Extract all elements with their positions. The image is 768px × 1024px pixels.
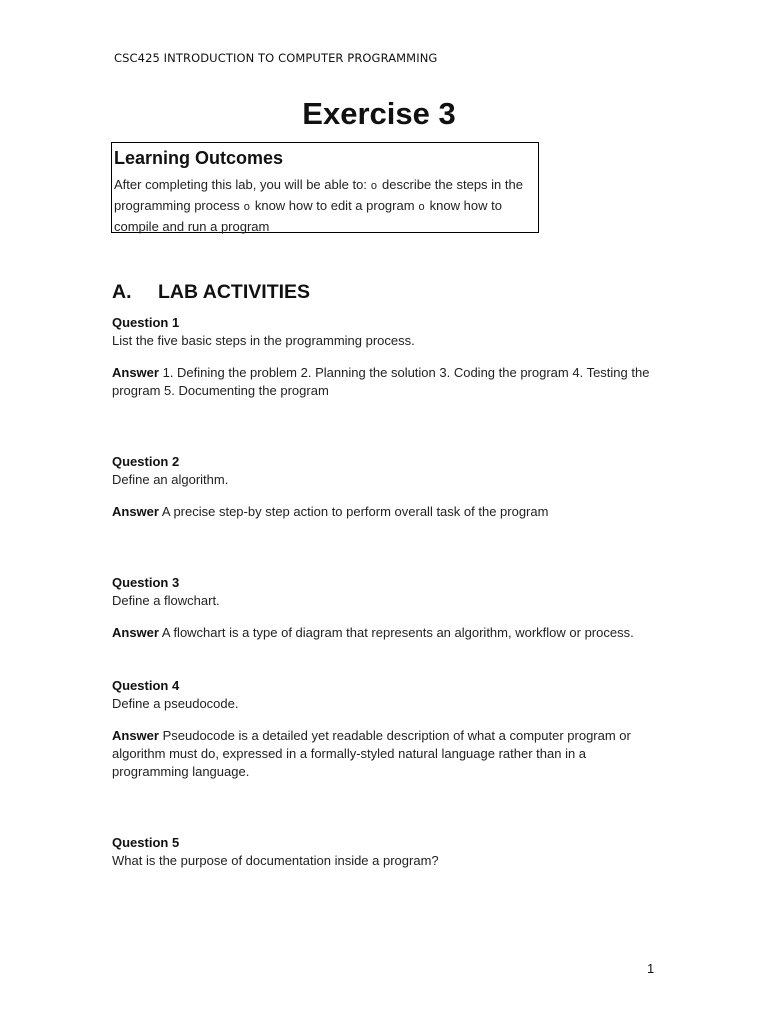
bullet-icon: o (370, 180, 378, 192)
learning-outcome-item: know how to edit a program (254, 198, 415, 213)
page-number: 1 (647, 961, 655, 976)
course-header: CSC425 INTRODUCTION TO COMPUTER PROGRAMMING (114, 51, 438, 65)
bullet-icon: o (418, 201, 425, 213)
answer-label: Answer (112, 728, 159, 743)
learning-outcome-item: describe the steps in the programming process (114, 177, 523, 213)
answer-label: Answer (112, 504, 159, 519)
learning-outcomes-intro: After completing this lab, you will be able to: (114, 177, 367, 192)
answer-label: Answer (112, 365, 159, 380)
question-text: What is the purpose of documentation inside a program? (112, 853, 439, 868)
section-letter: A. (112, 281, 132, 303)
question-text: Define a pseudocode. (112, 696, 239, 711)
bullet-icon: o (243, 201, 250, 213)
question-5 (112, 834, 652, 870)
answer-block (112, 503, 652, 521)
learning-outcomes-heading: Learning Outcomes (114, 148, 284, 168)
answer-label: Answer (112, 625, 159, 640)
question-2 (112, 453, 652, 521)
section-title: LAB ACTIVITIES (158, 281, 311, 303)
answer-block (112, 364, 652, 400)
learning-outcome-item: know how to compile and run a program (114, 198, 502, 234)
learning-outcomes-text (114, 175, 536, 237)
question-text: Define a flowchart. (112, 593, 220, 608)
question-label: Question 2 (112, 454, 180, 469)
answer-block (112, 727, 652, 781)
question-1 (112, 314, 652, 400)
question-label: Question 3 (112, 575, 180, 590)
answer-text: A flowchart is a type of diagram that represents an algorithm, workflow or process. (161, 625, 634, 640)
question-text: Define an algorithm. (112, 472, 229, 487)
page-title: Exercise 3 (302, 96, 456, 131)
question-3 (112, 574, 652, 642)
question-text: List the five basic steps in the programming process. (112, 333, 415, 348)
answer-block (112, 624, 652, 642)
answer-text: A precise step-by step action to perform overall task of the program (161, 504, 549, 519)
answer-text: 1. Defining the problem 2. Planning the solution 3. Coding the program 4. Testing the program 5. Documenting the program (112, 365, 650, 398)
question-4 (112, 677, 652, 781)
question-label: Question 5 (112, 835, 180, 850)
section-heading (112, 281, 310, 304)
question-label: Question 4 (112, 678, 180, 693)
learning-outcomes-box (111, 142, 539, 233)
answer-text: Pseudocode is a detailed yet readable description of what a computer program or algorithm must do, expressed in a formally-styled natural language rather than in a programming language. (112, 728, 631, 779)
question-label: Question 1 (112, 315, 180, 330)
